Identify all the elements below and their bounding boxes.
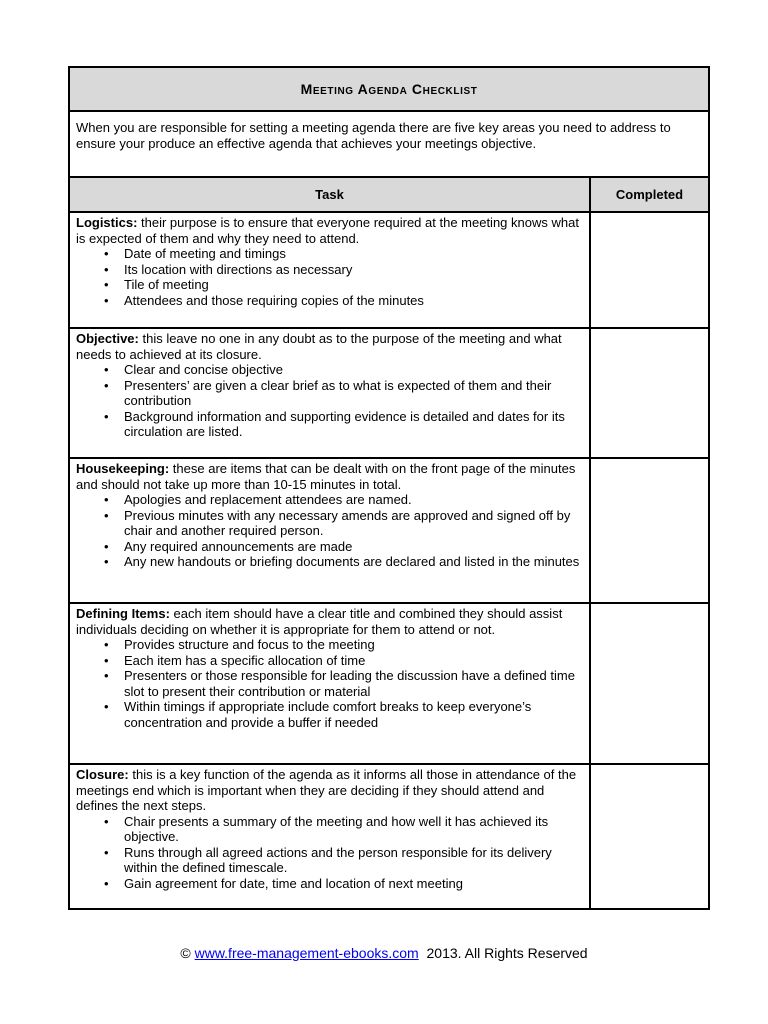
- section-heading: Objective:: [76, 331, 139, 346]
- task-defining-items: [69, 603, 590, 764]
- copyright-symbol: ©: [180, 945, 191, 961]
- completed-cell-objective[interactable]: [590, 328, 709, 458]
- bullet-list: [76, 246, 583, 308]
- footer: [0, 945, 768, 961]
- bullet-list: [76, 637, 583, 730]
- list-item: • Background information and supporting evidence is detailed and dates for its circulation are listed.: [124, 409, 583, 440]
- section-description: this leave no one in any doubt as to the purpose of the meeting and what needs to achieved at its closure.: [76, 331, 562, 362]
- section-description: these are items that can be dealt with on the front page of the minutes and should not take up more than 10-15 minutes in total.: [76, 461, 576, 492]
- section-heading: Defining Items:: [76, 606, 170, 621]
- task-housekeeping: [69, 458, 590, 603]
- list-item: • Any required announcements are made: [124, 539, 583, 555]
- table-row: [69, 458, 709, 603]
- table-row: [69, 328, 709, 458]
- section-heading: Housekeeping:: [76, 461, 170, 476]
- list-item: • Any new handouts or briefing documents are declared and listed in the minutes: [124, 554, 583, 570]
- list-item: • Apologies and replacement attendees are named.: [124, 492, 583, 508]
- table-row: [69, 603, 709, 764]
- table-row: [69, 212, 709, 328]
- task-closure: [69, 764, 590, 909]
- intro-text: When you are responsible for setting a meeting agenda there are five key areas you need to address to ensure your produce an effective agenda that achieves your meetings objective.: [69, 111, 709, 177]
- list-item: • Each item has a specific allocation of time: [124, 653, 583, 669]
- website-link[interactable]: www.free-management-ebooks.com: [194, 945, 419, 961]
- completed-cell-closure[interactable]: [590, 764, 709, 909]
- column-header-task: Task: [69, 177, 590, 212]
- section-heading: Logistics:: [76, 215, 138, 230]
- bullet-list: [76, 492, 583, 570]
- list-item: • Its location with directions as necessary: [124, 262, 583, 278]
- section-description: this is a key function of the agenda as it informs all those in attendance of the meetings end which is important when they are deciding if they should attend and defines the next steps.: [76, 767, 577, 813]
- section-description: their purpose is to ensure that everyone required at the meeting knows what is expected of them and why they need to attend.: [76, 215, 579, 246]
- completed-cell-housekeeping[interactable]: [590, 458, 709, 603]
- section-description: each item should have a clear title and combined they should assist individuals deciding on whether it is appropriate for them to attend or not.: [76, 606, 563, 637]
- list-item: • Chair presents a summary of the meeting and how well it has achieved its objective.: [124, 814, 583, 845]
- list-item: • Attendees and those requiring copies of the minutes: [124, 293, 583, 309]
- table-row: [69, 764, 709, 909]
- list-item: • Clear and concise objective: [124, 362, 583, 378]
- bullet-list: [76, 362, 583, 440]
- list-item: • Date of meeting and timings: [124, 246, 583, 262]
- completed-cell-defining-items[interactable]: [590, 603, 709, 764]
- list-item: • Presenters’ are given a clear brief as to what is expected of them and their contribution: [124, 378, 583, 409]
- list-item: • Previous minutes with any necessary amends are approved and signed off by chair and another required person.: [124, 508, 583, 539]
- completed-cell-logistics[interactable]: [590, 212, 709, 328]
- task-objective: [69, 328, 590, 458]
- column-header-completed: Completed: [590, 177, 709, 212]
- page-title: Meeting Agenda Checklist: [69, 67, 709, 111]
- list-item: • Tile of meeting: [124, 277, 583, 293]
- list-item: • Runs through all agreed actions and the person responsible for its delivery within the defined timescale.: [124, 845, 583, 876]
- list-item: • Within timings if appropriate include comfort breaks to keep everyone’s concentration and provide a buffer if needed: [124, 699, 583, 730]
- list-item: • Provides structure and focus to the meeting: [124, 637, 583, 653]
- rights-text: 2013. All Rights Reserved: [426, 945, 588, 961]
- task-logistics: [69, 212, 590, 328]
- bullet-list: [76, 814, 583, 892]
- section-heading: Closure:: [76, 767, 129, 782]
- checklist-table: [68, 66, 710, 910]
- list-item: • Presenters or those responsible for leading the discussion have a defined time slot to present their contribution or material: [124, 668, 583, 699]
- list-item: • Gain agreement for date, time and location of next meeting: [124, 876, 583, 892]
